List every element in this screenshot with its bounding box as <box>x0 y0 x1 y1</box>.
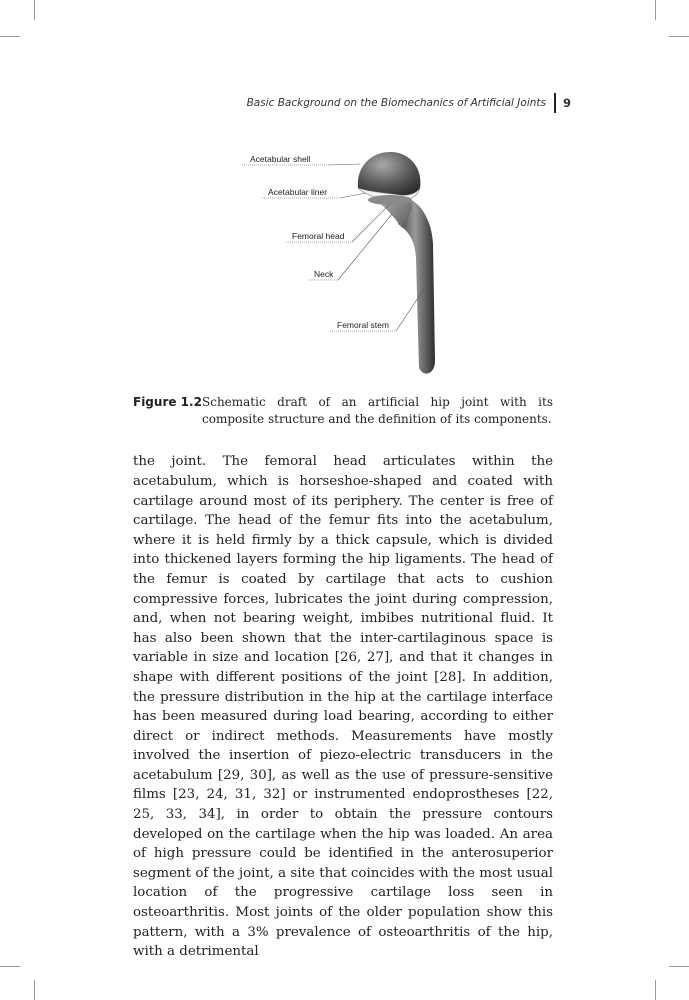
crop-mark-bottom-right-v <box>655 980 656 1000</box>
running-title: Basic Background on the Biomechanics of Artificial Joints <box>246 97 546 109</box>
acetabular-shell-shape <box>358 152 421 195</box>
crop-mark-top-left-v <box>34 0 35 20</box>
hip-implant-illustration <box>240 146 460 386</box>
label-acetabular-shell: Acetabular shell <box>250 154 311 164</box>
crop-mark-bottom-left-v <box>34 980 35 1000</box>
label-neck: Neck <box>314 269 334 279</box>
label-femoral-head: Femoral head <box>292 231 345 241</box>
crop-mark-bottom-right-h <box>669 966 689 967</box>
label-acetabular-liner: Acetabular liner <box>268 187 328 197</box>
hip-implant-figure <box>240 146 460 386</box>
crop-mark-top-right-h <box>669 36 689 37</box>
crop-mark-top-left-h <box>0 36 20 37</box>
figure-caption <box>133 394 553 428</box>
femoral-head-shape <box>368 195 412 205</box>
header-divider <box>554 93 556 113</box>
crop-mark-bottom-left-h <box>0 966 20 967</box>
label-femoral-stem: Femoral stem <box>337 320 389 330</box>
running-header <box>247 92 571 114</box>
figure-caption-label: Figure 1.2 <box>133 395 202 409</box>
figure-caption-text: Schematic draft of an artificial hip joint with its composite structure and the definition of its components. <box>202 395 553 426</box>
page-number: 9 <box>562 96 571 110</box>
body-paragraph: the joint. The femoral head articulates within the acetabulum, which is horseshoe-shaped and coated with cartilage around most of its periphery. The center is free of cartilage. The head of the femur fits into the acetabulum, where it is held firmly by a thick capsule, which is divided into thickened layers forming the hip ligaments. The head of the femur is coated by cartilage that acts to cushion compressive forces, lubricates the joint during compression, and, when not bearing weight, imbibes nutritional fluid. It has also been shown that the inter-cartilaginous space is variable in size and location [26, 27], and that it changes in shape with different positions of the joint [28]. In addition, the pressure distribution in the hip at the cartilage interface has been measured during load bearing, according to either direct or indirect methods. Measurements have mostly involved the insertion of piezo-electric transducers in the acetabulum [29, 30], as well as the use of pressure-sensitive films [23, 24, 31, 32] or instrumented endoprostheses [22, 25, 33, 34], in order to obtain the pressure contours developed on the cartilage when the hip was loaded. An area of high pressure could be identified in the anterosuperior segment of the joint, a site that coincides with the most usual location of the progressive cartilage loss seen in osteoarthritis. Most joints of the older population show this pattern, with a 3% prevalence of osteoarthritis of the hip, with a detrimental <box>133 454 553 960</box>
crop-mark-top-right-v <box>655 0 656 20</box>
